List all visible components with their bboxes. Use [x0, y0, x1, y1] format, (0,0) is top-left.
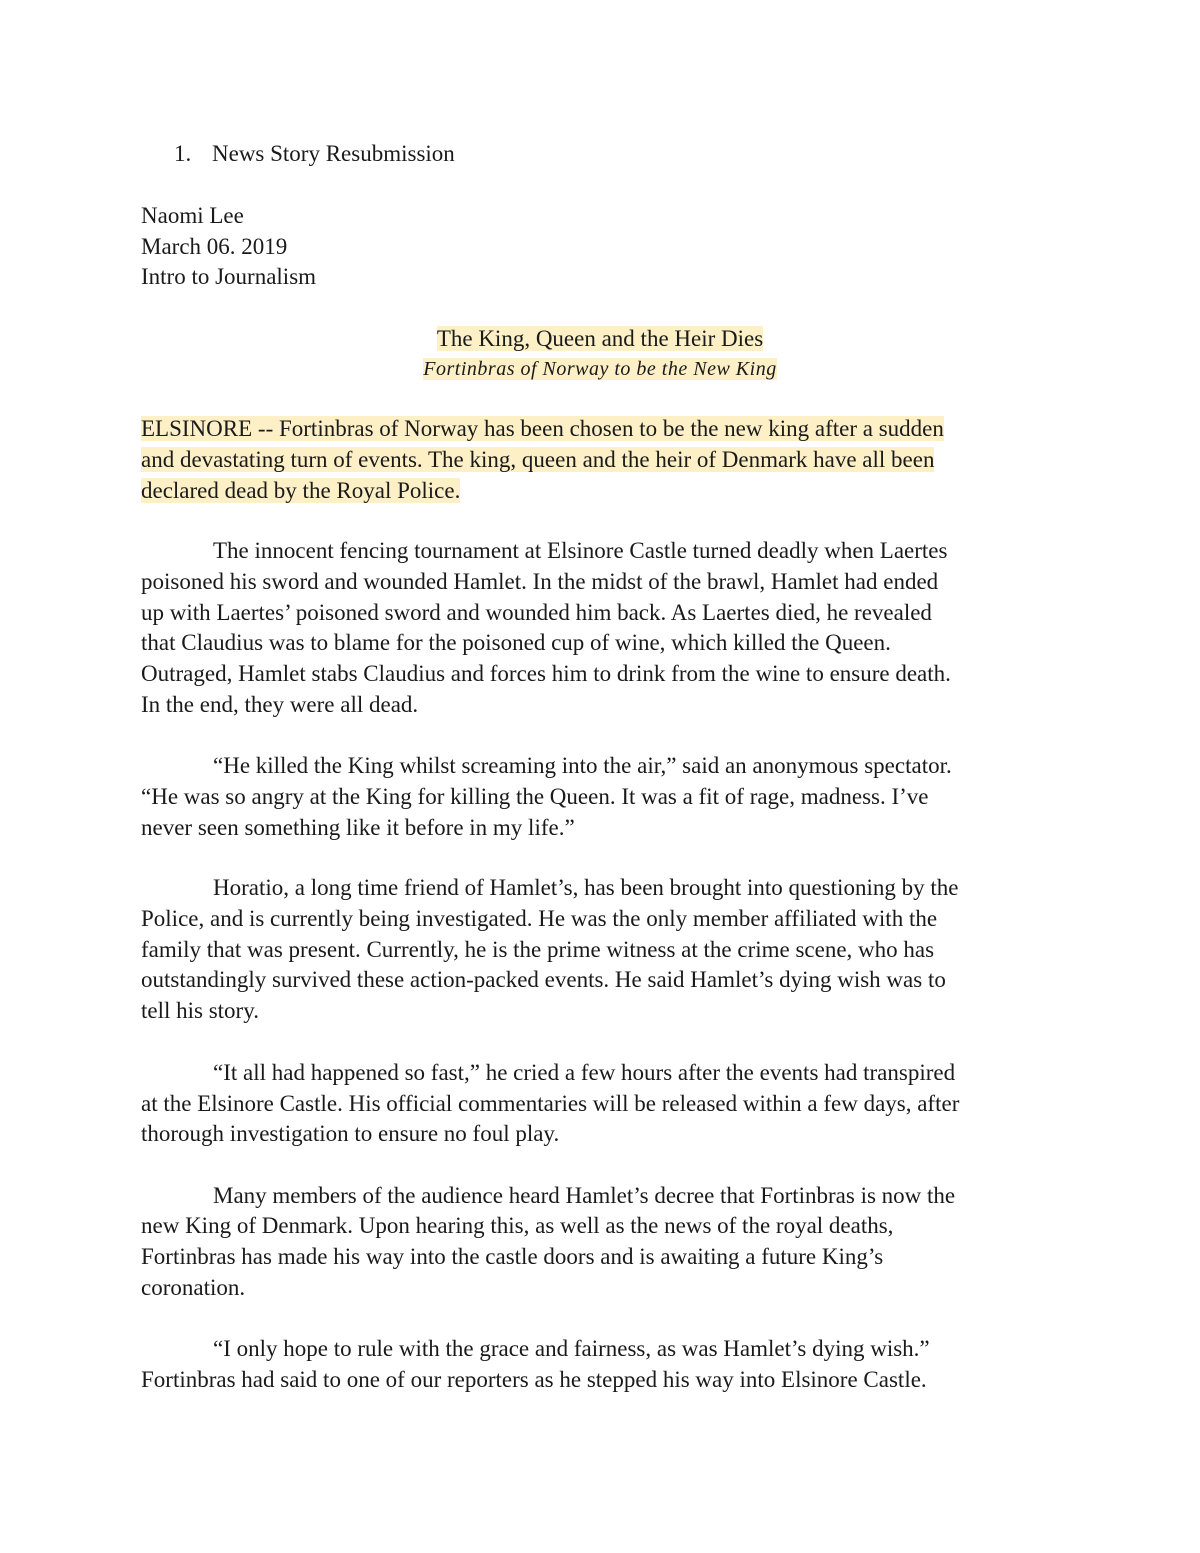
- paragraph-line: “He killed the King whilst screaming into the air,” said an anonymous spectator.: [213, 753, 952, 778]
- paragraph-line: The innocent fencing tournament at Elsinore Castle turned deadly when Laertes: [213, 538, 948, 563]
- paragraph-line: new King of Denmark. Upon hearing this, as well as the news of the royal deaths,: [141, 1213, 894, 1238]
- paragraph-line: Outraged, Hamlet stabs Claudius and forces him to drink from the wine to ensure death.: [141, 661, 951, 686]
- course-name: Intro to Journalism: [141, 264, 317, 289]
- paragraph-line: Fortinbras had said to one of our reporters as he stepped his way into Elsinore Castle.: [141, 1367, 927, 1392]
- paragraph-line: tell his story.: [141, 998, 259, 1023]
- paragraph-line: poisoned his sword and wounded Hamlet. In the midst of the brawl, Hamlet had ended: [141, 569, 939, 594]
- paragraph-line: at the Elsinore Castle. His official commentaries will be released within a few days, after: [141, 1091, 960, 1116]
- submission-date: March 06. 2019: [141, 234, 288, 259]
- author-name: Naomi Lee: [141, 203, 244, 228]
- heading-number: 1.: [174, 141, 192, 166]
- lede-line: declared dead by the Royal Police.: [141, 478, 461, 503]
- article-title-text: The King, Queen and the Heir Dies: [436, 326, 764, 351]
- lede-line: ELSINORE -- Fortinbras of Norway has been chosen to be the new king after a sudden: [141, 416, 944, 441]
- paragraph-line: outstandingly survived these action-packed events. He said Hamlet’s dying wish was to: [141, 967, 946, 992]
- paragraph-line: never seen something like it before in my life.”: [141, 815, 575, 840]
- paragraph-line: up with Laertes’ poisoned sword and wounded him back. As Laertes died, he revealed: [141, 600, 932, 625]
- lede-line: and devastating turn of events. The king, queen and the heir of Denmark have all been: [141, 447, 935, 472]
- paragraph-line: Fortinbras has made his way into the castle doors and is awaiting a future King’s: [141, 1244, 884, 1269]
- heading-text: News Story Resubmission: [212, 141, 455, 166]
- paragraph-line: Police, and is currently being investigated. He was the only member affiliated with the: [141, 906, 938, 931]
- paragraph-line: In the end, they were all dead.: [141, 692, 419, 717]
- assignment-heading: [174, 139, 455, 169]
- paragraph-line: family that was present. Currently, he is the prime witness at the crime scene, who has: [141, 937, 935, 962]
- paragraph-line: coronation.: [141, 1275, 246, 1300]
- paragraph-line: thorough investigation to ensure no foul play.: [141, 1121, 560, 1146]
- paragraph-line: that Claudius was to blame for the poisoned cup of wine, which killed the Queen.: [141, 630, 891, 655]
- article-title: [0, 324, 1200, 354]
- article-subtitle-text: Fortinbras of Norway to be the New King: [423, 358, 777, 380]
- paragraph-line: “I only hope to rule with the grace and fairness, as was Hamlet’s dying wish.”: [213, 1336, 930, 1361]
- article-subtitle: [0, 354, 1200, 384]
- paragraph-line: Horatio, a long time friend of Hamlet’s, has been brought into questioning by the: [213, 875, 959, 900]
- paragraph-line: “It all had happened so fast,” he cried a few hours after the events had transpired: [213, 1060, 956, 1085]
- paragraph-line: Many members of the audience heard Hamlet’s decree that Fortinbras is now the: [213, 1183, 956, 1208]
- paragraph-line: “He was so angry at the King for killing the Queen. It was a fit of rage, madness. I’ve: [141, 784, 929, 809]
